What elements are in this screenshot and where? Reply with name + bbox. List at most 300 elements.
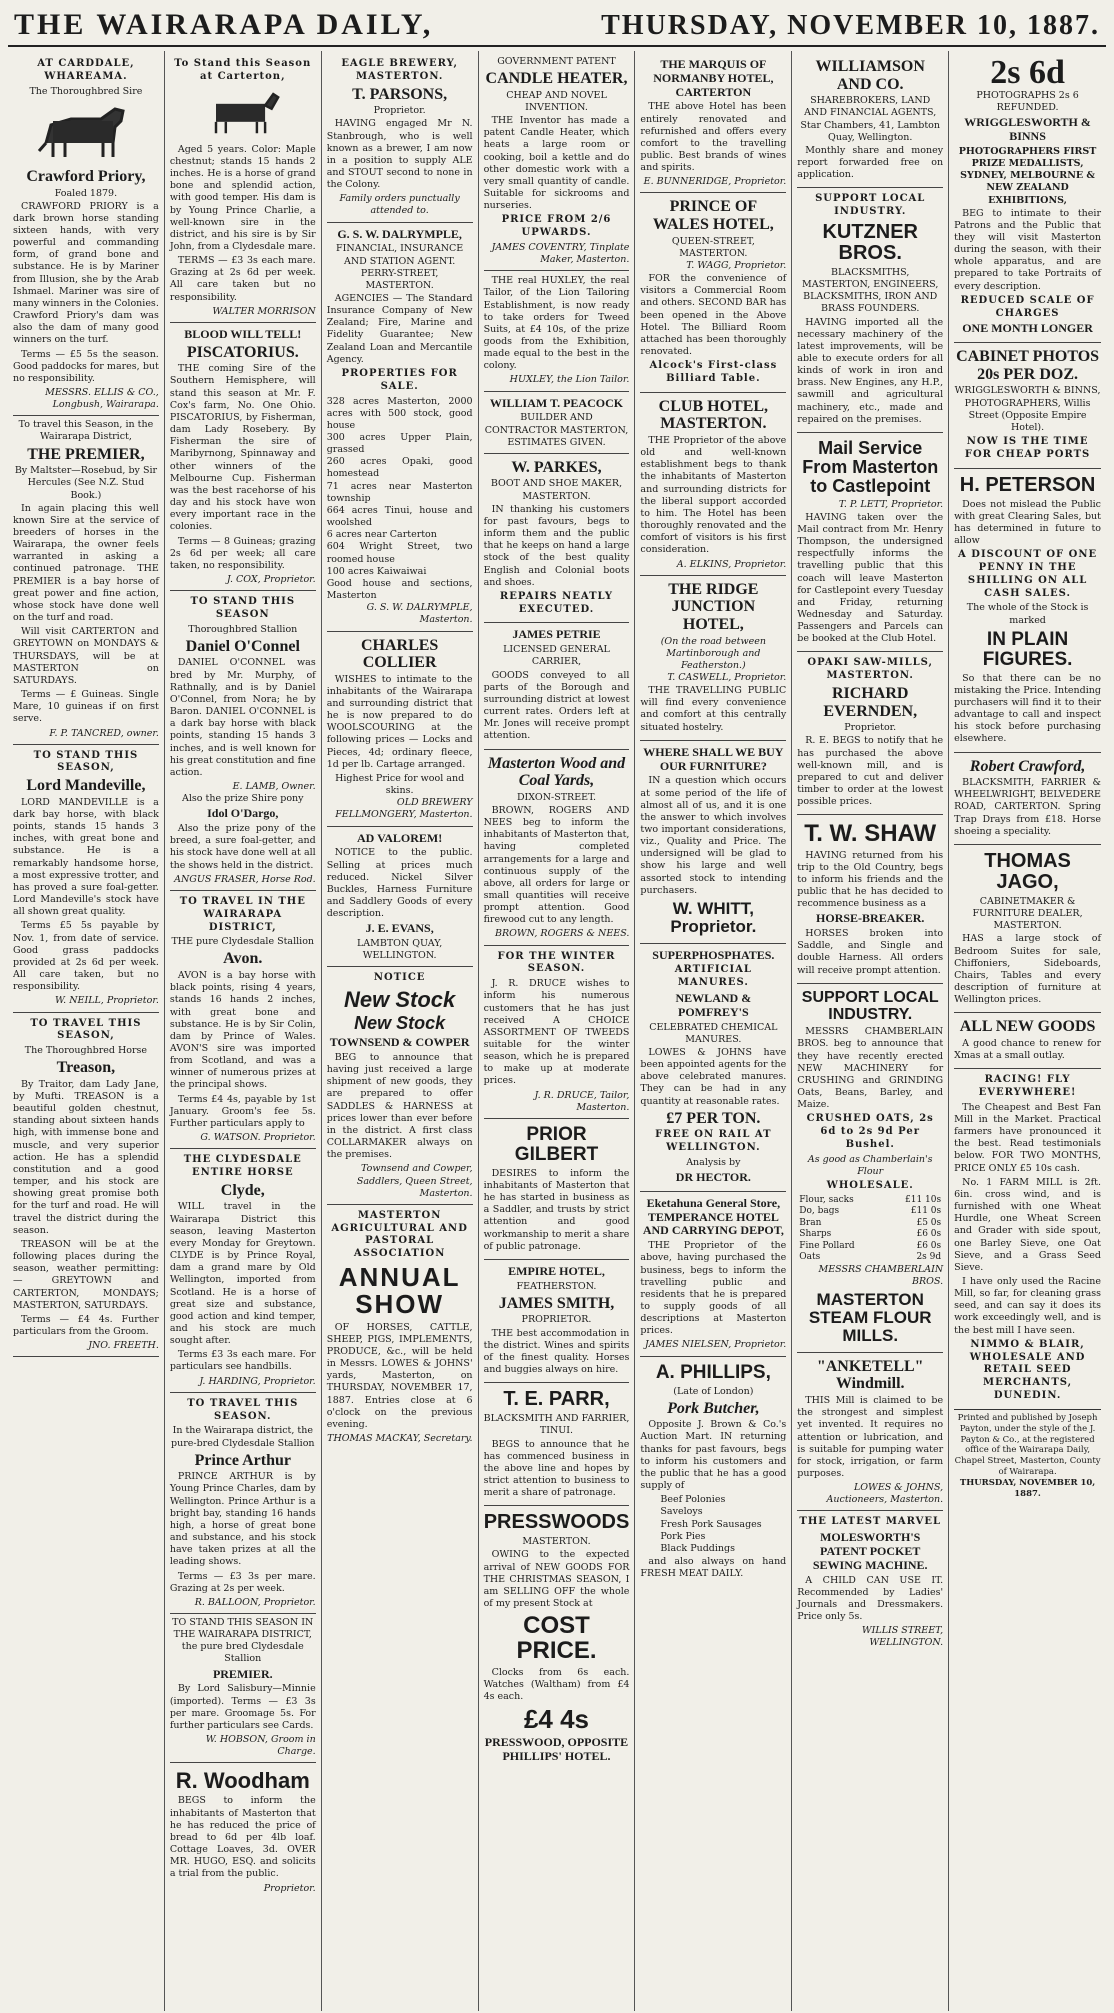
ad-new-goods: [954, 1013, 1101, 1069]
ad-signature: Proprietor.: [263, 1882, 316, 1894]
ad-parkes: [484, 454, 630, 624]
ad-subtitle: FINANCIAL, INSURANCE AND STATION AGENT.: [336, 243, 464, 267]
ad-header: GOVERNMENT PATENT: [497, 56, 616, 67]
ad-body: Does not mislead the Public with great Clearing Sales, but has determined in future to allow: [954, 498, 1101, 547]
ad-body: NOTICE to the public. Selling at prices much reduced. Nickel Silver Buckles, Harness Furniture and Saddlery Goods of every description.: [326, 847, 473, 920]
imprint-text: Printed and published by Joseph Payton, under the style of the J. Payton & Co., at the registered office of the Wairarapa Daily, Chapel Street, Masterton, County of Wairarapa.: [954, 1412, 1101, 1478]
ad-body: THE Proprietor of the above old and well-known establishment begs to thank the inhabitants of Masterton and surrounding districts for the liberal support accorded to him. The Hotel has been thoroughly renovated and the comfort of visitors is his first consideration.: [640, 435, 787, 556]
ad-body: DANIEL O'CONNEL was bred by Mr. Murphy, of Rathnally, and is by Daniel O'Connel, from Nora; he by Baron. DANIEL O'CONNEL is a dark bay horse with black points, standing 15 hands 3 inches, and is well known for his great constitution and fine action.: [169, 657, 316, 778]
column-6: [792, 51, 949, 2011]
ad-terms: Terms — £3 3s per mare. Grazing at 2s per week.: [169, 1570, 316, 1594]
ad-huxley-tailor: [484, 271, 630, 391]
ad-signature: THOMAS MACKAY, Secretary.: [327, 1433, 473, 1445]
ad-body: By Lord Salisbury—Minnie (imported). Terms — £3 3s per mare. Groomage 5s. For further particulars see Cards.: [169, 1683, 316, 1731]
ad-title: Prince Arthur: [194, 1451, 291, 1469]
ad-body: FOR the convenience of visitors a Commercial Room and others. SECOND BAR has been opened in the Above Hotel. The Billiard Room attached has been thoroughly renovated.: [640, 273, 787, 358]
ad-body: BEGS to announce that he has commenced business in the above line and hopes by strict attention to business to merit a share of patronage.: [483, 1438, 630, 1499]
ad-empire-hotel: [484, 1260, 630, 1383]
ad-header: TO TRAVEL THIS SEASON.: [187, 1397, 299, 1422]
ad-title: G. S. W. DALRYMPLE,: [337, 226, 462, 241]
ad-body: THIS Mill is claimed to be the strongest and simplest yet invented. It requires no attention or lubrication, and is suitable for pumping water for stock, irrigation, or farm purposes.: [797, 1395, 944, 1479]
ad-subtitle: By Maltster—Rosebud, by Sir Hercules (See N.Z. Stud Book.): [14, 465, 158, 501]
ad-header: FOR THE WINTER SEASON.: [497, 950, 616, 975]
ad-subtitle: WRIGGLESWORTH & BINNS, PHOTOGRAPHERS, Willis Street (Opposite Empire Hotel).: [954, 385, 1101, 433]
masthead: [8, 6, 1106, 47]
ad-signature: MESSRS CHAMBERLAIN BROS.: [818, 1264, 944, 1288]
list-item: 300 acres Upper Plain, grassed: [326, 432, 473, 456]
ad-terms: Terms £4 4s, payable by 1st January. Groom's fee 5s. Further particulars apply to: [169, 1093, 316, 1129]
watch-price: £4 4s: [523, 1704, 590, 1735]
list-item: 328 acres Masterton, 2000 acres with 500 stock, good house: [326, 395, 473, 431]
column-7: [949, 51, 1106, 2011]
list-item: Saveloys: [660, 1506, 703, 1518]
imprint: [954, 1409, 1101, 1500]
column-2: [165, 51, 322, 2011]
ad-body: HAVING imported all the necessary machinery of the latest improvements, will be able to execute orders for all kinds of work in iron and brass. New Engines, any H.P., sawmill and agricultural machinery, etc., made and repaired on the premises.: [797, 316, 944, 425]
ad-signature: PRESSWOOD, OPPOSITE PHILLIPS' HOTEL.: [484, 1735, 629, 1764]
ad-place: PERRY-STREET, MASTERTON.: [360, 267, 439, 291]
ad-body: No. 1 FARM MILL is 2ft. 6in. cross wind, and is furnished with one Wheat Hurdle, one Wheat Screen and Grader with side spout, one Barley Sieve, one Oat Sieve, and a Grass Seed Sieve.: [954, 1176, 1101, 1273]
ad-subtitle: CHEAP AND NOVEL INVENTION.: [506, 89, 607, 113]
ad-body: Opposite J. Brown & Co.'s Auction Mart. IN returning thanks for past favours, begs to inform his customers and the public that he has a good supply of: [640, 1419, 787, 1492]
ad-signature: ANGUS FRASER, Horse Rod.: [174, 873, 316, 885]
ad-body: HAS a large stock of Bedroom Suites for sale, Chiffoniers, Sideboards, Chairs, Tables and every description of furniture at Wellington prices.: [954, 933, 1101, 1006]
ad-sewing-machine: [797, 1511, 943, 1653]
plain-figures: IN PLAIN FIGURES.: [982, 628, 1073, 670]
ad-body: LOWES & JOHNS have been appointed agents for the above celebrated manures. They can be had in any quantity at reasonable rates.: [640, 1046, 787, 1107]
ad-price: £7 PER TON.: [666, 1109, 761, 1127]
ad-robert-crawford: [954, 753, 1101, 845]
ad-title: Masterton Wood and Coal Yards,: [487, 754, 626, 790]
ad-title: H. PETERSON: [959, 473, 1096, 496]
table-row: [797, 1252, 943, 1264]
ad-title: W. PARKES,: [511, 458, 602, 476]
ad-signature: WILLIS STREET, WELLINGTON.: [861, 1625, 944, 1649]
ad-terms: Terms £3 3s each mare. For particulars see handbills.: [169, 1349, 316, 1373]
ad-anketell-windmill: [797, 1353, 943, 1512]
ad-terms: Terms — £4 4s. Further particulars from the Groom.: [13, 1313, 159, 1337]
ad-signature: NIMMO & BLAIR, WHOLESALE AND RETAIL SEED MERCHANTS, DUNEDIN.: [969, 1338, 1086, 1401]
ad-header: TO STAND THIS SEASON,: [33, 749, 139, 774]
ad-chamberlain-bros: [797, 984, 943, 1353]
properties-header: PROPERTIES FOR SALE.: [341, 367, 458, 392]
ad-body: AVON is a bay horse with black points, rising 4 years, stands 16 hands 2 inches, with great bone and substance. He is by Sir Colin, dam by Prince of Wales. AVON'S sire was imported from Scotland, and was a winner of numerous prizes at the principal shows.: [169, 970, 316, 1091]
ad-title: A. PHILLIPS,: [655, 1361, 771, 1383]
ad-body: GOODS conveyed to all parts of the Borough and surrounding district at lowest current rates. Orders left at Mr. Jones will receive prompt attention.: [483, 669, 630, 742]
ad-signature: E. BUNNERIDGE, Proprietor.: [643, 176, 787, 188]
ad-body: HAVING taken over the Mail contract from Mr. Henry Thompson, the undersigned respectfully informs the travelling public that this coach will leave Masterton for Castlepoint every Tuesday and Friday, returning Wednesday and Saturday. Passengers and Parcels can be booked at the Club Hotel.: [797, 511, 944, 645]
list-item: Black Puddings: [660, 1542, 735, 1554]
ad-title: THE RIDGE JUNCTION HOTEL,: [668, 580, 759, 633]
ad-subtitle: Foaled 1879.: [54, 187, 118, 199]
ad-avon: [170, 891, 316, 1149]
ad-company: TOWNSEND & COWPER: [329, 1035, 470, 1050]
price-value: £11 10s: [905, 1194, 942, 1205]
ad-note: NOW IS THE TIME FOR CHEAP PORTS: [964, 435, 1091, 460]
ad-place: FEATHERSTON.: [516, 1280, 597, 1292]
ad-title: WRIGGLESWORTH & BINNS: [964, 115, 1091, 144]
ad-company-sub: CELEBRATED CHEMICAL MANURES.: [649, 1021, 778, 1045]
ad-subtitle: Proprietor.: [844, 722, 897, 734]
ad-header: THE CLYDESDALE ENTIRE HORSE: [183, 1154, 302, 1179]
ad-subtitle: HORSE-BREAKER.: [816, 911, 925, 926]
issue-date: THURSDAY, NOVEMBER 10, 1887.: [601, 10, 1100, 41]
ad-presswood: [484, 1506, 630, 1770]
ad-signature: OLD BREWERY FELLMONGERY, Masterton.: [335, 797, 473, 821]
properties-list: [327, 396, 473, 603]
ad-header: TO STAND THIS SEASON: [190, 596, 296, 620]
ad-subtitle: SHAREBROKERS, LAND AND FINANCIAL AGENTS, Star Chambers, 41, Lambton Quay, Wellington.: [800, 95, 941, 143]
ad-title: Clyde,: [220, 1181, 265, 1199]
ad-note: REDUCED SCALE OF CHARGES: [960, 294, 1095, 319]
table-row: [797, 1195, 943, 1207]
ad-signature: HUXLEY, the Lion Tailor.: [509, 374, 630, 386]
ad-body: IN thanking his customers for past favours, begs to inform them and the public that he keeps on hand a large stock of the best quality English and Colonial boots and shoes.: [483, 503, 630, 588]
list-item: 604 Wright Street, two roomed house: [326, 541, 473, 565]
ad-daniel-oconnel: [170, 591, 316, 891]
ad-body: J. R. DRUCE wishes to inform his numerous customers that he has just received A CHOICE ASSORTMENT OF TWEEDS suitable for the winter season, which he is prepared to make up at moderate prices.: [483, 978, 630, 1087]
list-item: Good house and sections, Masterton: [326, 577, 473, 602]
ad-trade: Pork Butcher,: [667, 1399, 760, 1417]
ad-signature: T. P. LETT, Proprietor.: [838, 498, 944, 510]
ad-body: A CHILD CAN USE IT. Recommended by Ladies' Journals and Dressmakers. Price only 5s.: [797, 1574, 944, 1623]
ad-mail-service: [797, 433, 943, 653]
ad-header: AT CARDDALE, WHAREAMA.: [37, 58, 135, 82]
ad-terms: Terms — £ Guineas. Single Mare, 10 guineas if on first serve.: [13, 689, 159, 725]
ad-subtitle: PROPRIETOR.: [521, 1314, 592, 1326]
ad-title: CANDLE HEATER,: [485, 70, 628, 88]
ad-crawford-priory: [13, 53, 159, 416]
ad-wood-coal-yards: [484, 750, 630, 946]
list-item: 260 acres Opaki, good homestead: [326, 456, 473, 480]
ad-title: THE PREMIER,: [27, 445, 145, 463]
ad-title: Crawford Priory,: [26, 167, 146, 185]
ad-winter-tweeds: [484, 946, 630, 1119]
ad-title: T. E. PARR,: [503, 1388, 610, 1411]
ad-subtitle: DIXON-STREET.: [516, 791, 597, 803]
ad-signature: BROWN, ROGERS & NEES.: [494, 928, 630, 940]
ad-title: T. W. SHAW: [804, 820, 937, 848]
ad-body: THE Proprietor of the above, having purchased the business, begs to inform the travelling public and residents that he is prepared to supply goods of all descriptions at Masterton prices.: [640, 1240, 787, 1337]
ad-price: PRICE FROM 2/6 UPWARDS.: [501, 214, 612, 239]
ad-signature: E. LAMB, Owner.: [232, 781, 316, 793]
ad-body: OWING to the expected arrival of NEW GOODS FOR THE CHRISTMAS SEASON, I am SELLING OFF the whole of my present Stock at: [483, 1549, 630, 1610]
ad-discount: A DISCOUNT OF ONE PENNY IN THE SHILLING ON ALL CASH SALES.: [958, 549, 1098, 599]
ad-terms: Terms — 8 Guineas; grazing 2s 6d per week; all care taken, no responsibility.: [169, 535, 316, 571]
price-value: £6 0s: [916, 1229, 942, 1240]
ad-header: MASTERTON AGRICULTURAL AND PASTORAL ASSOCIATION: [331, 1209, 468, 1260]
ad-signature: A. ELKINS, Proprietor.: [676, 558, 787, 570]
ad-title: CLUB HOTEL, MASTERTON.: [658, 397, 769, 433]
ad-body: BROWN, ROGERS AND NEES beg to inform the inhabitants of Masterton that, having completed arrangements for a large and continuous supply of the above, all orders for large or small quantities will receive prompt attention. Good firewood cut to any length.: [483, 804, 630, 926]
ad-title: Avon.: [223, 950, 263, 968]
ad-body: HAVING engaged Mr N. Stanbrough, who is well known as a brewer, I am now in a position to supply ALE and STOUT second to none in the Colony.: [326, 118, 473, 191]
ad-terms: Terms £5 5s payable by Nov. 1, from date of service. Good grass paddocks provided at 2s 6d per week. All care taken, but no responsibility.: [13, 920, 159, 993]
ad-terms: Terms — £5 5s the season. Good paddocks for mares, but no responsibility.: [13, 348, 159, 384]
ad-subtitle: LICENSED GENERAL CARRIER,: [503, 644, 610, 668]
ad-note: ONE MONTH LONGER: [962, 321, 1093, 336]
ad-body: PRINCE ARTHUR is by Young Prince Charles, dam by Wellington. Prince Arthur is a bright bay, standing 16 hands high, a horse of great bone and substance, and his stock have taken prizes at all the leading shows.: [169, 1471, 316, 1568]
ad-body: OF HORSES, CATTLE, SHEEP, PIGS, IMPLEMENTS, PRODUCE, &c., will be held in Messrs. LOWES & JOHNS' yards, Masterton, on THURSDAY, NOVEMBER 17, 1887. Entries close at 6 o'clock on the previous evening.: [326, 1321, 473, 1430]
ad-body: Clocks from 6s each. Watches (Waltham) from £4 4s each.: [483, 1666, 630, 1702]
ad-title: PISCATORIUS.: [186, 343, 299, 361]
ad-subtitle: ARTIFICIAL MANURES.: [674, 964, 752, 989]
ad-the-premier: [13, 416, 159, 744]
ad-charles-collier: [327, 632, 473, 827]
ad-subheader: The Thoroughbred Sire: [29, 85, 143, 97]
ad-body: So that there can be no mistaking the Price. Intending purchasers will find it to their advantage to call and inspect his stock before purchasing elsewhere.: [954, 672, 1101, 745]
ad-signature: MESSRS. ELLIS & CO., Longbush, Wairarapa.: [45, 387, 159, 411]
ad-title: New Stock: [344, 987, 456, 1013]
table-row: [797, 1206, 943, 1218]
ad-body: THE real HUXLEY, the real Tailor, of the Lion Tailoring Establishment, is now ready to take orders for Tweed Suits, at £4 10s, of the prize goods from the Exhibition, made equal to the best in the colony.: [483, 275, 630, 372]
ad-body: WILL travel in the Wairarapa District this season, leaving Masterton every Monday for Greytown. CLYDE is by Prince Royal, dam a grand mare by Old Wellington, imported from Scotland. He is a horse of great size and substance, good action and kind temper, and his stock are much sought after.: [169, 1201, 316, 1347]
ad-signature: T. CASWELL, Proprietor.: [667, 671, 787, 683]
ad-prior-gilbert: [484, 1119, 630, 1260]
prices-header: WHOLESALE.: [826, 1180, 914, 1192]
ad-body: Monthly share and money report forwarded free on application.: [797, 144, 944, 181]
ad-body: In again placing this well known Sire at the service of breeders of horses in the Wairarapa, the owner feels warranted in asking a continued patronage. THE PREMIER is a bay horse of great power and fine action, whose stock have done well on the turf and road.: [13, 502, 159, 624]
ad-subtitle: QUEEN-STREET, MASTERTON.: [671, 235, 755, 259]
ad-title: WHERE SHALL WE BUY OUR FURNITURE?: [643, 744, 784, 773]
ad-title: R. Woodham: [175, 1768, 310, 1794]
ad-candle-heater: [484, 53, 630, 271]
list-item: 100 acres Kaiwaiwai: [326, 565, 427, 577]
ad-signature: JAMES NIELSEN, Proprietor.: [644, 1339, 787, 1351]
ad-valorem: [327, 827, 473, 968]
ad-subtitle: (On the road between Martinborough and Featherston.): [660, 635, 766, 671]
ad-body: THE coming Sire of the Southern Hemisphere, will stand this season at Mr. F. Cox's farm, No. One Ohio. PISCATORIUS, by Fisherman, dam Lady Rosebery. By Fisherman the sire of Maribyrnong, Spinnaway and other winners of the Melbourne Cup. Fisherman was the best racehorse of his day and his stock have won every important race in the colonies.: [169, 363, 316, 533]
ad-marquis-hotel: [640, 53, 786, 193]
ad-racine-mill: [954, 1069, 1101, 1409]
ad-subtitle: BLACKSMITHS, MASTERTON, ENGINEERS, BLACKSMITHS, IRON AND BRASS FOUNDERS.: [802, 266, 939, 315]
ad-body: IN a question which occurs at some period of the life of almost all of us, and it is one the answer to which involves two important considerations, viz., Quality and Price. The undersigned will be glad to show his large and well assorted stock to intending purchasers.: [640, 775, 787, 896]
ad-signature: JAMES COVENTRY, Tinplate Maker, Masterton.: [491, 241, 630, 266]
ad-note: Family orders punctually attended to.: [339, 193, 460, 217]
price-item: Flour, sacks: [799, 1194, 854, 1205]
ad-header: SUPPORT LOCAL INDUSTRY.: [815, 193, 926, 218]
ad-body: R. E. BEGS to notify that he has purchased the above well-known mill, and is prepared to cut and deliver timber to order at the lowest possible prices.: [797, 735, 944, 808]
ad-note: REPAIRS NEATLY EXECUTED.: [499, 590, 614, 615]
ad-photographers: [954, 53, 1101, 343]
ad-title: Lord Mandeville,: [26, 777, 146, 795]
ad-eketahuna-store: [640, 1192, 786, 1357]
column-1: [8, 51, 165, 2011]
price-item: Sharps: [799, 1229, 832, 1240]
ad-new-stock: [327, 967, 473, 1204]
ad-subheader: The Thoroughbred Horse: [24, 1045, 148, 1057]
cost-price: COST PRICE.: [516, 1612, 597, 1665]
ad-subtitle: PHOTOGRAPHS 2s 6 REFUNDED.: [976, 90, 1079, 114]
horse-illustration-icon: [13, 101, 159, 165]
ad-route: Will visit CARTERTON and GREYTOWN on MONDAYS & THURSDAYS, will be at MASTERTON on SATURDAYS.: [13, 626, 159, 686]
ad-title: AD VALOREM!: [357, 830, 443, 845]
ad-mill-name: MASTERTON STEAM FLOUR MILLS.: [808, 1290, 932, 1345]
ad-title: Robert Crawford,: [969, 757, 1086, 775]
price-item: Bran: [799, 1217, 822, 1228]
ad-title: Daniel O'Connel: [185, 637, 300, 655]
ad-prince-of-wales-hotel: [640, 193, 786, 392]
ad-subheader: Thoroughbred Stallion: [188, 623, 298, 635]
table-row: [797, 1218, 943, 1230]
ad-credentials: PHOTOGRAPHERS FIRST PRIZE MEDALLISTS, SYDNEY, MELBOURNE & NEW ZEALAND EXHIBITIONS,: [958, 145, 1097, 206]
ad-signature: J. COX, Proprietor.: [226, 573, 316, 585]
ad-body: A good chance to renew for Xmas at a small outlay.: [954, 1037, 1101, 1062]
list-item: Pork Pies: [660, 1530, 706, 1542]
ad-williamson: [797, 53, 943, 188]
ad-piscatorius: [170, 323, 316, 591]
ad-body: WISHES to intimate to the inhabitants of the Wairarapa and surrounding district that he is now prepared to do WOOLSCOURING at the following prices — Locks and Pieces, 4d; ordinary fleece, 1d per lb. Cartage arranged.: [326, 673, 473, 770]
ad-title: Mail Service From Masterton to Castlepoint: [802, 437, 939, 496]
ad-header: EAGLE BREWERY, MASTERTON.: [341, 58, 458, 82]
ad-kutzner-bros: [797, 188, 943, 433]
price-table: [797, 1195, 943, 1264]
list-item: 71 acres near Masterton township: [326, 480, 473, 504]
horse-illustration-icon: [170, 87, 316, 141]
ad-signature: LOWES & JOHNS, Auctioneers, Masterton.: [826, 1482, 944, 1506]
ad-subtitle: CABINETMAKER & FURNITURE DEALER, MASTERTON.: [972, 895, 1083, 932]
ad-lord-mandeville: [13, 745, 159, 1013]
ad-signature: G. S. W. DALRYMPLE, Masterton.: [366, 602, 473, 626]
ad-thomas-jago: [954, 845, 1101, 1013]
ad-signature: W. WHITT, Proprietor.: [670, 898, 757, 936]
list-item: 664 acres Tinui, house and woolshed: [326, 504, 473, 529]
ad-signature: J. HARDING, Proprietor.: [199, 1375, 316, 1387]
ad-prince-arthur: [170, 1393, 316, 1614]
ad-terms: TERMS — £3 3s each mare. Grazing at 2s 6d per week. All care taken but no responsibility.: [169, 255, 316, 303]
table-row: [797, 1229, 943, 1241]
ad-header: To Stand this Season at Carterton,: [174, 58, 312, 82]
column-4: [479, 51, 636, 2011]
column-5: [635, 51, 792, 2011]
ad-carterton-stallion: [170, 53, 316, 323]
ad-treason: [13, 1013, 159, 1358]
ad-title: T. PARSONS,: [352, 85, 448, 103]
ad-body: BLACKSMITH, FARRIER & WHEELWRIGHT, BELVEDERE ROAD, CARTERTON. Spring Trap Drays from £18. Horse shoeing a speciality.: [954, 777, 1101, 837]
ad-proprietor: JAMES SMITH,: [498, 1294, 615, 1312]
ad-header: THE LATEST MARVEL: [799, 1516, 942, 1528]
newspaper-title: THE WAIRARAPA DAILY,: [14, 8, 434, 41]
ad-signature: T. WAGG, Proprietor.: [686, 259, 787, 271]
ad-signature: J. E. EVANS,: [365, 921, 434, 936]
ad-body: THE Inventor has made a patent Candle Heater, which heats a large room or cooking, boil a kettle and do other domestic work with a very small quantity of candle. Suitable for sickrooms and nurseries.: [483, 115, 630, 212]
ad-furniture: [640, 741, 786, 944]
ad-title: SUPERPHOSPHATES.: [652, 947, 775, 962]
ad-premier-clydesdale: [170, 1614, 316, 1763]
ad-body: BEGS to inform the inhabitants of Masterton that he has reduced the price of bread to 6d per 4lb loaf. Cottage Loaves, 3d. OVER MR. HUGO, ESQ. and solicits a trial from the public.: [169, 1795, 316, 1880]
ad-note: The whole of the Stock is marked: [966, 602, 1089, 626]
ad-shaw-horsebreaker: [797, 815, 943, 983]
ad-title: THE MARQUIS OF NORMANBY HOTEL, CARTERTON: [653, 57, 774, 99]
ad-title: Treason,: [56, 1059, 116, 1077]
ad-cabinet-photos: [954, 343, 1101, 468]
ad-subheader: THE pure Clydesdale Stallion: [171, 936, 315, 948]
ad-ridge-junction: [640, 576, 786, 741]
list-item: Beef Polonies: [660, 1494, 726, 1506]
ad-body: DESIRES to inform the inhabitants of Masterton that he has started in business as a Saddler, and trusts by strict attention and good workmanship to merit a share of public patronage.: [483, 1167, 630, 1252]
ad-label: NOTICE: [373, 972, 426, 984]
ad-header: BLOOD WILL TELL!: [184, 326, 302, 341]
ad-body: Aged 5 years. Color: Maple chestnut; stands 15 hands 2 inches. He is a horse of grand bone and splendid action, with good temper. His dam is by Young Prince Charlie, a well-known sire in the district, and his sire is by Sir John, from a Clydesdale mare.: [169, 143, 316, 252]
ad-club-hotel: [640, 393, 786, 576]
ad-title: KUTZNER BROS.: [822, 220, 918, 264]
ad-title: PRIOR GILBERT: [514, 1123, 599, 1165]
column-3: [322, 51, 479, 2011]
ad-label: Analysis by: [686, 1156, 741, 1168]
ad-body: BEG to announce that having just received a large shipment of new goods, they are prepared to offer SADDLES & HARNESS at prices lower than ever before in the district. A first class COLLARMAKER always on the premises.: [326, 1052, 473, 1161]
ad-company: NEWLAND & POMFREY'S: [675, 991, 752, 1019]
ad-title: RICHARD EVERNDEN,: [823, 685, 918, 720]
ad-subheader: Also the prize Shire pony: [182, 793, 304, 805]
ad-title: PREMIER.: [212, 1666, 273, 1681]
ad-subtitle: BUILDER AND CONTRACTOR MASTERTON, ESTIMATES GIVEN.: [484, 412, 629, 448]
ad-body: The Cheapest and Best Fan Mill in the Market. Practical farmers have pronounced it the best. Read testimonials below. FOR TWO MONTHS, PRICE ONLY £5 10s cash.: [954, 1101, 1101, 1174]
ad-body: HAVING returned from his trip to the Old Country, begs to inform his friends and the public that he has decided to recommence business as a: [797, 849, 944, 910]
ad-signature: JNO. FREETH.: [88, 1340, 159, 1352]
ad-subtitle: Proprietor.: [373, 105, 426, 117]
list-item: Fresh Pork Sausages: [660, 1518, 762, 1530]
ad-title: CABINET PHOTOS 20s PER DOZ.: [956, 348, 1100, 383]
ad-title: WILLIAM T. PEACOCK: [489, 395, 624, 410]
price-item: Fine Pollard: [799, 1240, 855, 1251]
ad-petrie: [484, 623, 630, 749]
price-value: £6 0s: [916, 1240, 942, 1251]
ad-header: TO TRAVEL THIS SEASON,: [30, 1017, 142, 1042]
ad-signature: W. NEILL, Proprietor.: [55, 995, 159, 1007]
ad-subheader: In the Wairarapa district, the pure-bred Clydesdale Stallion: [171, 1425, 315, 1449]
ad-title: "ANKETELL" Windmill.: [816, 1357, 924, 1393]
ad-annual-show: [327, 1205, 473, 1449]
columns: [8, 51, 1106, 2011]
ad-subtitle: (Late of London): [673, 1385, 754, 1397]
ad-signature: WALTER MORRISON: [212, 305, 316, 317]
ad-manures: [640, 944, 786, 1192]
product-list: [640, 1494, 786, 1555]
ad-body: LORD MANDEVILLE is a dark bay horse, with black points, stands 15 hands 3 inches, with great bone and substance. He is a remarkably handsome horse, a most expressive trotter, and has proved a sure foal-getter. Lord Mandeville's stock have all shown great quality.: [13, 796, 159, 918]
ad-body: THE above Hotel has been entirely renovated and refurnished and offers every comfort to the travelling public. Best brands of wines and spirits.: [640, 101, 787, 174]
ad-title: RACING! FLY EVERYWHERE!: [978, 1074, 1077, 1098]
ad-title-repeat: New Stock: [354, 1013, 446, 1034]
ad-title: CHARLES COLLIER: [360, 636, 439, 672]
price-value: £11 0s: [910, 1206, 942, 1217]
price-value: 2s 9d: [916, 1252, 942, 1263]
ad-signature: Townsend and Cowper, Saddlers, Queen Street, Masterton.: [356, 1163, 473, 1199]
imprint-date: THURSDAY, NOVEMBER 10, 1887.: [959, 1478, 1096, 1499]
ad-body: HORSES broken into Saddle, and Single and double Harness. All orders will receive prompt attention.: [797, 928, 944, 976]
ad-note: and also always on hand FRESH MEAT DAILY.: [640, 1556, 787, 1580]
table-row: [797, 1241, 943, 1253]
ad-title: Idol O'Dargo,: [207, 806, 279, 821]
ad-header: TO TRAVEL IN THE WAIRARAPA DISTRICT,: [179, 895, 306, 933]
ad-signature: G. WATSON. Proprietor.: [200, 1132, 316, 1144]
ad-note: Alcock's First-class Billiard Table.: [649, 360, 778, 385]
ad-route: TREASON will be at the following places during the season, weather permitting: — GREYTOWN and CARTERTON, MONDAYS; MASTERTON, SATURDAYS.: [13, 1238, 159, 1311]
ad-signature: R. BALLOON, Proprietor.: [194, 1596, 316, 1608]
ad-body: BEG to intimate to their Patrons and the Public that they will visit Masterton during the season, with their whole apparatus, and are prepared to take Portraits of every description.: [954, 207, 1101, 292]
ad-body: Also the prize pony of the breed, a sure foal-getter, and his stock have done well at all the shows held in the district.: [169, 823, 316, 871]
ad-analyst: DR HECTOR.: [675, 1170, 751, 1185]
list-item: 6 acres near Carterton: [326, 529, 437, 541]
ad-header: To travel this Season, in the Wairarapa District,: [18, 419, 154, 443]
ad-header: TO STAND THIS SEASON IN THE WAIRARAPA DISTRICT, the pure bred Clydesdale Stallion: [172, 1617, 314, 1665]
ad-signature: F. P. TANCRED, owner.: [49, 727, 159, 739]
ad-body: THE TRAVELLING PUBLIC will find every convenience and comfort at this centrally situated hostelry.: [640, 685, 787, 733]
ad-body: CRAWFORD PRIORY is a dark brown horse standing sixteen hands, with very powerful and commanding form, of grand bone and substance. He is by Mariner from Illusion, she by the Arab Ishmael. Mariner was sire of many winners in the Colonies. Crawford Priory's dam was also the dam of many good winners on the turf.: [13, 200, 159, 346]
ad-phillips-butcher: [640, 1357, 786, 1587]
ad-signature: W. HOBSON, Groom in Charge.: [205, 1734, 316, 1758]
ad-woodham: [170, 1763, 316, 1898]
ad-body: MESSRS CHAMBERLAIN BROS. beg to announce that they have recently erected NEW MACHINERY for CRUSHING and GRINDING Oats, Beans, Barley, and Maize.: [797, 1026, 944, 1111]
